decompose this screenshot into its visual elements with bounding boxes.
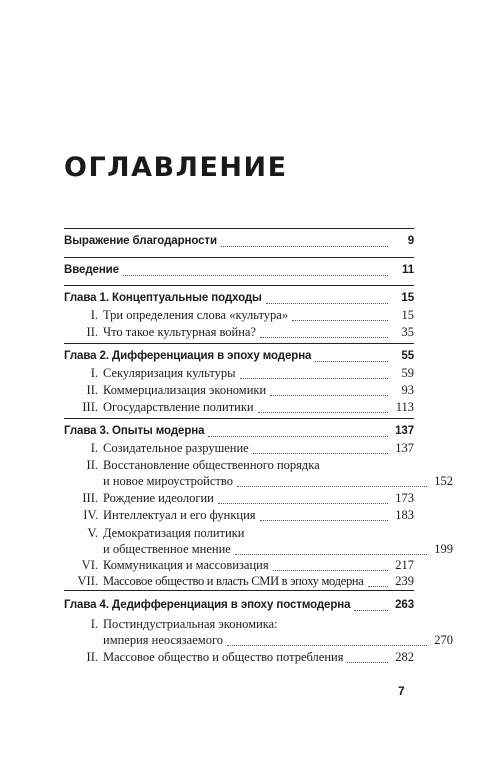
toc-entry-title: Глава 3. Опыты модерна xyxy=(64,425,205,437)
leader-dots xyxy=(347,661,388,663)
toc-entry-chapter-3[interactable] xyxy=(64,424,414,439)
section-number: IV. xyxy=(83,508,98,522)
page-number: 7 xyxy=(398,684,405,698)
leader-dots xyxy=(240,377,388,379)
section-divider xyxy=(64,285,414,286)
toc-entry-page: 113 xyxy=(395,400,414,414)
leader-dots xyxy=(368,585,388,587)
leader-dots xyxy=(260,519,388,521)
leader-dots xyxy=(258,411,388,413)
section-number: III. xyxy=(82,491,98,505)
toc-entry-section[interactable] xyxy=(64,508,414,523)
toc-entry-page: 152 xyxy=(434,474,453,488)
toc-entry-page: 59 xyxy=(401,366,414,380)
section-number: I. xyxy=(90,366,98,380)
toc-entry-title: Что такое культурная война? xyxy=(103,325,256,339)
toc-entry-chapter-2[interactable] xyxy=(64,349,414,364)
toc-entry-section[interactable] xyxy=(64,441,414,456)
leader-dots xyxy=(123,274,388,276)
toc-entry-page: 270 xyxy=(434,633,453,647)
toc-entry-title: Выражение благодарности xyxy=(64,235,217,247)
toc-entry-page: 93 xyxy=(401,383,414,397)
leader-dots xyxy=(253,452,388,454)
toc-entry-title: Три определения слова «культура» xyxy=(103,308,289,322)
toc-entry-section[interactable] xyxy=(64,458,414,473)
section-number: I. xyxy=(90,617,98,631)
toc-entry-section-continuation[interactable] xyxy=(64,474,453,489)
toc-entry-section[interactable] xyxy=(64,383,414,398)
toc-entry-page: 9 xyxy=(407,235,414,247)
leader-dots xyxy=(292,319,388,321)
toc-entry-chapter-1[interactable] xyxy=(64,291,414,306)
toc-entry-page: 282 xyxy=(395,650,414,664)
toc-entry-section[interactable] xyxy=(64,366,414,381)
toc-entry-page: 217 xyxy=(395,558,414,572)
toc-entry-page: 239 xyxy=(395,574,414,588)
toc-entry-page: 11 xyxy=(402,264,414,276)
leader-dots xyxy=(218,502,388,504)
section-divider xyxy=(64,343,414,344)
leader-dots xyxy=(273,569,388,571)
toc-entry-title: Глава 1. Концептуальные подходы xyxy=(64,292,262,304)
toc-entry-title: Секуляризация культуры xyxy=(103,366,236,380)
toc-entry-page: 199 xyxy=(434,542,453,556)
toc-entry-title: Глава 4. Дедифференциация в эпоху постмодерна xyxy=(64,599,351,611)
section-number: VII. xyxy=(77,574,98,588)
toc-entry-title: Огосударствление политики xyxy=(103,400,254,414)
toc-entry-title: Массовое общество и власть СМИ в эпоху модерна xyxy=(103,574,364,588)
toc-entry-title: Коммерциализация экономики xyxy=(103,383,267,397)
toc-entry-section-continuation[interactable] xyxy=(64,633,453,648)
leader-dots xyxy=(354,609,388,611)
section-number: I. xyxy=(90,308,98,322)
section-number: III. xyxy=(82,400,98,414)
toc-entry-title: Демократизация политики xyxy=(103,526,245,540)
toc-entry-title-line2: и общественное мнение xyxy=(103,542,231,556)
leader-dots xyxy=(208,435,388,437)
toc-entry-section[interactable] xyxy=(64,491,414,506)
toc-entry-section-continuation[interactable] xyxy=(64,542,453,557)
toc-entry-page: 183 xyxy=(395,508,414,522)
toc-entry-title: Созидательное разрушение xyxy=(103,441,249,455)
section-number: II. xyxy=(86,458,98,472)
toc-entry-title: Рождение идеологии xyxy=(103,491,214,505)
toc-entry-page: 137 xyxy=(395,425,414,437)
toc-entry-title: Массовое общество и общество потребления xyxy=(103,650,344,664)
page-title: ОГЛАВЛЕНИЕ xyxy=(64,152,288,183)
section-number: VI. xyxy=(81,558,98,572)
leader-dots xyxy=(260,336,388,338)
toc-entry-section[interactable] xyxy=(64,526,414,541)
toc-entry-page: 55 xyxy=(401,350,414,362)
toc-entry-section[interactable] xyxy=(64,617,414,632)
leader-dots xyxy=(235,553,427,555)
section-number: II. xyxy=(86,325,98,339)
section-number: II. xyxy=(86,650,98,664)
leader-dots xyxy=(266,302,388,304)
toc-entry-section[interactable] xyxy=(64,400,414,415)
section-divider xyxy=(64,257,414,258)
toc-entry-title: Введение xyxy=(64,264,119,276)
leader-dots xyxy=(227,644,427,646)
toc-entry-page: 137 xyxy=(395,441,414,455)
toc-entry-page: 35 xyxy=(401,325,414,339)
toc-entry-page: 15 xyxy=(401,292,414,304)
section-number: I. xyxy=(90,441,98,455)
toc-entry-section[interactable] xyxy=(64,325,414,340)
toc-entry-title: Глава 2. Дифференциация в эпоху модерна xyxy=(64,350,312,362)
leader-dots xyxy=(315,360,388,362)
toc-entry-title-line2: империя неосязаемого xyxy=(103,633,224,647)
toc-entry-section[interactable] xyxy=(64,650,414,665)
section-divider xyxy=(64,590,414,591)
section-number: V. xyxy=(87,526,98,540)
toc-entry-title: Восстановление общественного порядка xyxy=(103,458,320,472)
section-divider xyxy=(64,228,414,229)
toc-entry-title: Интеллектуал и его функция xyxy=(103,508,256,522)
toc-entry-title: Постиндустриальная экономика: xyxy=(103,617,278,631)
leader-dots xyxy=(221,245,388,247)
toc-entry-page: 263 xyxy=(395,599,414,611)
leader-dots xyxy=(270,394,388,396)
toc-entry-chapter-4[interactable] xyxy=(64,598,414,613)
toc-entry-section[interactable] xyxy=(64,558,414,573)
toc-entry-section[interactable] xyxy=(64,308,414,323)
section-number: II. xyxy=(86,383,98,397)
toc-entry-page: 173 xyxy=(395,491,414,505)
toc-entry-introduction[interactable] xyxy=(64,263,414,278)
toc-entry-page: 15 xyxy=(401,308,414,322)
toc-entry-title-line2: и новое мироустройство xyxy=(103,474,233,488)
section-divider xyxy=(64,418,414,419)
leader-dots xyxy=(237,485,427,487)
toc-entry-acknowledgements[interactable] xyxy=(64,234,414,249)
toc-entry-title: Коммуникация и массовизация xyxy=(103,558,269,572)
toc-entry-section[interactable] xyxy=(64,574,414,589)
